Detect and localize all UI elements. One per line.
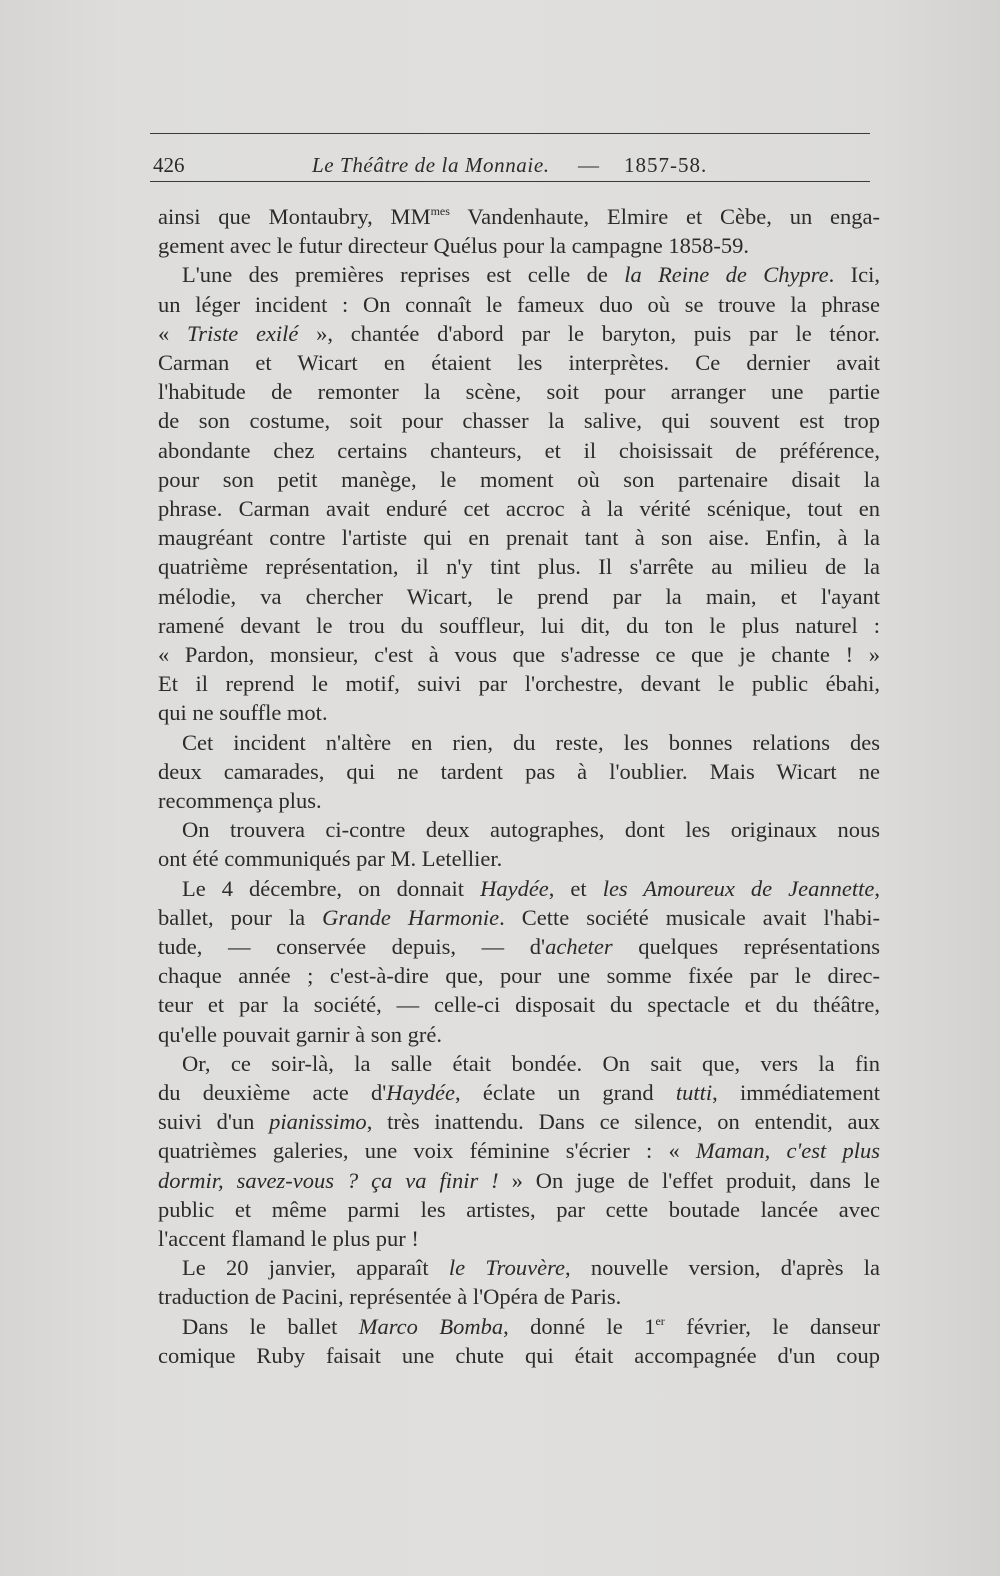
- text-line: [158, 1195, 880, 1224]
- text-line: [158, 1078, 880, 1107]
- text-line: [158, 1312, 880, 1341]
- text-segment: Dans le ballet: [182, 1313, 359, 1339]
- text-segment: comique Ruby faisait une chute qui était accompagnée d'un coup: [158, 1342, 880, 1368]
- body-text: [158, 202, 880, 1402]
- superscript-text: mes: [430, 204, 450, 218]
- italic-text: pianissimo: [269, 1109, 367, 1135]
- italic-text: la Reine de Chypre: [624, 262, 829, 288]
- italic-text: tutti: [675, 1080, 713, 1105]
- text-segment: . Ici,: [828, 262, 881, 288]
- text-segment: », chantée d'abord par le baryton, puis par le ténor.: [298, 320, 880, 346]
- running-head-dash: —: [578, 153, 599, 177]
- text-segment: abondante chez certains chanteurs, et il choisissait de préférence,: [158, 437, 880, 463]
- text-line: [158, 1136, 880, 1165]
- text-segment: public et même parmi les artistes, par cette boutade lancée avec: [158, 1196, 880, 1222]
- text-segment: ont été communiqués par M. Letellier.: [158, 846, 503, 872]
- text-segment: quatrième représentation, il n'y tint plus. Il s'arrête au milieu de la: [158, 554, 880, 580]
- text-line: [158, 903, 880, 932]
- text-segment: suivi d'un: [158, 1109, 270, 1135]
- text-line: [158, 1049, 880, 1078]
- text-segment: teur et par la société, — celle-ci disposait du spectacle et du théâtre,: [158, 992, 880, 1018]
- header-rule-bottom: [150, 181, 870, 182]
- text-segment: Vandenhaute, Elmire et Cèbe, un enga-: [449, 204, 880, 229]
- text-segment: du deuxième acte d': [158, 1080, 387, 1105]
- text-segment: mélodie, va chercher Wicart, le prend par la main, et l'ayant: [158, 583, 880, 609]
- text-segment: maugréant contre l'artiste qui en prenait tant à son aise. Enfin, à la: [158, 525, 880, 551]
- text-line: [158, 377, 880, 406]
- text-segment: , immédiatement: [712, 1080, 880, 1105]
- text-line: [158, 348, 880, 377]
- text-line: [158, 465, 880, 494]
- text-segment: » On juge de l'effet produit, dans le: [498, 1167, 880, 1193]
- text-line: [158, 290, 880, 319]
- italic-text: Triste exilé: [186, 320, 299, 346]
- text-line: [158, 436, 880, 465]
- text-line: [158, 844, 880, 873]
- text-line: [158, 1224, 880, 1253]
- running-head-years: 1857-58.: [624, 153, 708, 177]
- italic-text: Haydée: [480, 875, 549, 901]
- text-segment: gement avec le futur directeur Quélus pour la campagne 1858-59.: [158, 233, 750, 259]
- text-segment: Cet incident n'altère en rien, du reste, les bonnes relations des: [182, 729, 880, 755]
- text-line: [158, 611, 880, 640]
- text-segment: . Cette société musicale avait l'habi-: [499, 904, 880, 930]
- text-segment: Le 20 janvier, apparaît: [182, 1255, 449, 1281]
- text-segment: phrase. Carman avait enduré cet accroc à la vérité scénique, tout en: [158, 496, 880, 521]
- text-segment: recommença plus.: [158, 788, 322, 813]
- text-line: [158, 757, 880, 786]
- text-line: [158, 669, 880, 698]
- text-segment: ainsi que Montaubry, MM: [158, 204, 431, 229]
- text-segment: deux camarades, qui ne tardent pas à l'oublier. Mais Wicart ne: [158, 758, 880, 784]
- italic-text: Marco Bomba: [358, 1313, 504, 1339]
- superscript-text: er: [655, 1313, 665, 1328]
- text-line: [158, 786, 880, 815]
- text-line: [158, 874, 880, 903]
- italic-text: dormir, savez-vous ? ça va finir !: [158, 1167, 499, 1193]
- italic-text: le Trouvère: [448, 1255, 565, 1281]
- text-segment: pour son petit manège, le moment où son partenaire disait la: [158, 466, 880, 492]
- text-segment: février, le danseur: [664, 1313, 880, 1339]
- text-segment: l'accent flamand le plus pur !: [158, 1226, 419, 1251]
- text-line: [158, 640, 880, 669]
- text-line: [158, 1341, 880, 1370]
- text-line: [158, 494, 880, 523]
- running-head-title: Le Théâtre de la Monnaie.: [312, 153, 550, 177]
- text-segment: Or, ce soir-là, la salle était bondée. On sait que, vers la fin: [182, 1050, 880, 1076]
- text-segment: qu'elle pouvait garnir à son gré.: [158, 1021, 442, 1047]
- text-segment: qui ne souffle mot.: [158, 700, 328, 726]
- text-line: [158, 260, 880, 289]
- text-line: [158, 1282, 880, 1311]
- text-segment: traduction de Pacini, représentée à l'Opéra de Paris.: [158, 1284, 622, 1310]
- text-segment: Le 4 décembre, on donnait: [182, 875, 481, 901]
- text-segment: On trouvera ci-contre deux autographes, dont les originaux nous: [182, 817, 880, 843]
- text-line: [158, 231, 880, 260]
- text-segment: tude, — conservée depuis, — d': [158, 934, 546, 959]
- text-line: [158, 990, 880, 1019]
- italic-text: Maman, c'est plus: [695, 1138, 881, 1164]
- text-segment: l'habitude de remonter la scène, soit pour arranger une partie: [158, 379, 880, 405]
- text-line: [158, 698, 880, 727]
- text-line: [158, 319, 880, 348]
- text-segment: ballet, pour la: [158, 904, 323, 930]
- text-line: [158, 582, 880, 611]
- text-line: [158, 932, 880, 961]
- header-rule-top: [150, 133, 870, 134]
- text-line: [158, 1107, 880, 1136]
- italic-text: les Amoureux de Jeannette: [602, 875, 875, 901]
- text-line: [158, 1020, 880, 1049]
- text-segment: «: [158, 320, 187, 346]
- text-segment: quelques représentations: [612, 934, 881, 959]
- text-segment: , et: [548, 875, 603, 901]
- text-segment: ,: [874, 875, 880, 901]
- text-segment: , éclate un grand: [455, 1080, 676, 1105]
- running-head: [150, 150, 870, 180]
- text-segment: Et il reprend le motif, suivi par l'orchestre, devant le public ébahi,: [158, 671, 880, 697]
- text-segment: « Pardon, monsieur, c'est à vous que s'adresse ce que je chante ! »: [158, 642, 880, 667]
- text-line: [158, 815, 880, 844]
- italic-text: acheter: [545, 934, 613, 959]
- italic-text: Haydée: [386, 1080, 455, 1105]
- text-line: [158, 202, 880, 231]
- text-segment: Carman et Wicart en étaient les interprètes. Ce dernier avait: [158, 350, 880, 375]
- text-segment: ramené devant le trou du souffleur, lui dit, du ton le plus naturel :: [158, 612, 880, 638]
- text-line: [158, 552, 880, 581]
- text-line: [158, 406, 880, 435]
- text-segment: , nouvelle version, d'après la: [564, 1255, 880, 1281]
- text-segment: quatrièmes galeries, une voix féminine s'écrier : «: [158, 1138, 696, 1164]
- italic-text: Grande Harmonie: [322, 904, 500, 930]
- text-line: [158, 961, 880, 990]
- text-line: [158, 1166, 880, 1195]
- text-segment: L'une des premières reprises est celle de: [182, 262, 625, 288]
- text-line: [158, 523, 880, 552]
- text-line: [158, 728, 880, 757]
- text-segment: , très inattendu. Dans ce silence, on entendit, aux: [366, 1109, 880, 1135]
- text-line: [158, 1253, 880, 1282]
- text-segment: chaque année ; c'est-à-dire que, pour une somme fixée par le direc-: [158, 963, 880, 989]
- text-segment: un léger incident : On connaît le fameux duo où se trouve la phrase: [158, 291, 880, 317]
- page-number: 426: [153, 153, 185, 177]
- text-segment: , donné le 1: [503, 1313, 656, 1339]
- text-segment: de son costume, soit pour chasser la salive, qui souvent est trop: [158, 408, 880, 434]
